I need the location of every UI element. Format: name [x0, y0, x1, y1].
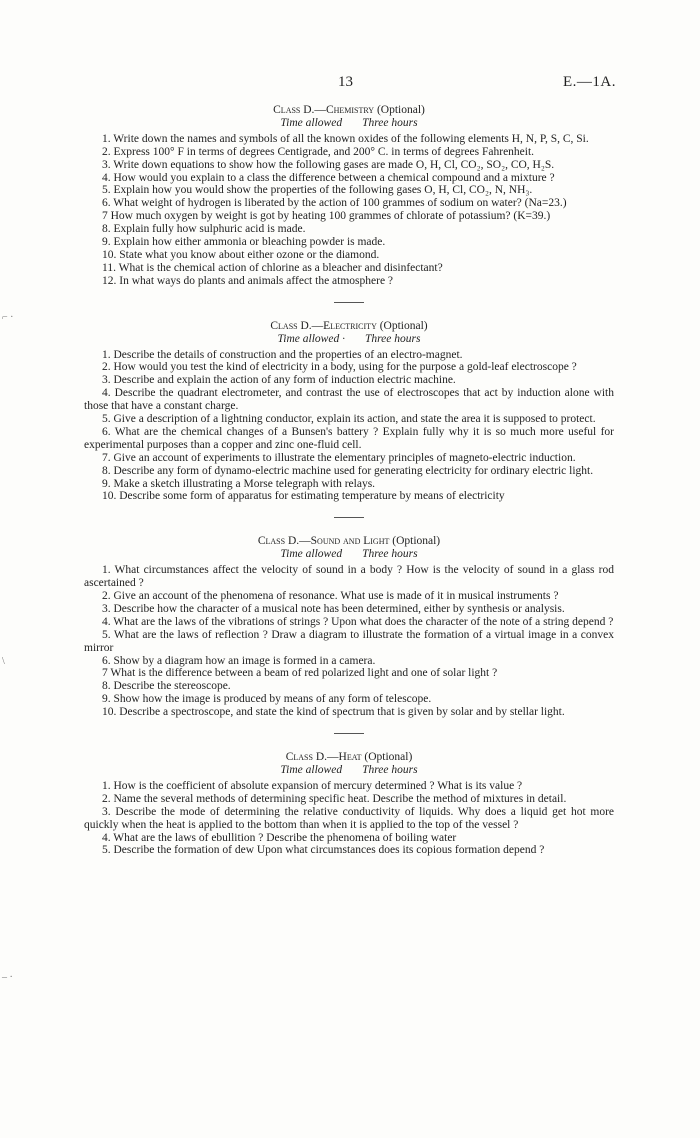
section-title: Class D.—Chemistry (Optional)	[273, 104, 425, 116]
time-allowed: Time allowed Three hours	[280, 763, 418, 776]
question: 2. Name the several methods of determining specific heat. Describe the method of mixtures in detail.	[102, 792, 567, 805]
question: 8. Describe any form of dynamo-electric machine used for generating electricity for ordinary electric light.	[102, 464, 594, 477]
question: 4. How would you explain to a class the difference between a chemical compound and a mixture ?	[102, 171, 555, 184]
question: 7. Give an account of experiments to illustrate the elementary principles of magneto-electric induction.	[102, 451, 576, 464]
question: 6. What weight of hydrogen is liberated by the action of 100 grammes of sodium on water? (Na=23.)	[102, 197, 567, 210]
question: 2. Express 100° F in terms of degrees Centigrade, and 200° C. in terms of degrees Fahrenheit.	[102, 145, 535, 158]
section-title: Class D.—Sound and Light (Optional)	[257, 535, 441, 548]
question-list	[84, 780, 614, 857]
question: 1. What circumstances affect the velocity of sound in a body ? How is the velocity of sound in a glass rod ascertained ?	[84, 564, 614, 590]
section-title: Class D.—Heat (Optional)	[285, 751, 413, 764]
question-list	[84, 564, 614, 719]
question-list	[84, 133, 614, 288]
exam-page	[84, 104, 614, 857]
question: 2. Give an account of the phenomena of resonance. What use is made of it in musical instruments ?	[102, 590, 559, 602]
question: 3. Describe the mode of determining the relative conductivity of liquids. Why does a liquid get hot more quickly when the heat is applied to the bottom than when it is applied to the top of the vessel ?	[84, 805, 614, 831]
section-divider	[334, 302, 364, 303]
question: 7 What is the difference between a beam of red polarized light and one of solar light ?	[102, 667, 498, 680]
question: 1. Describe the details of construction and the properties of an electro-magnet.	[102, 348, 463, 361]
question: 4. What are the laws of the vibrations of strings ? Upon what does the character of the note of a string depend ?	[102, 615, 614, 628]
section-chemistry	[84, 104, 614, 288]
question: 4. Describe the quadrant electrometer, and contrast the use of electroscopes that act by induction alone with those that have a constant charge.	[84, 387, 614, 413]
section-electricity	[84, 320, 614, 504]
question: 1. Write down the names and symbols of all the known oxides of the following elements H, N, P, S, C, Si.	[102, 132, 589, 145]
question: 11. What is the chemical action of chlorine as a bleacher and disinfectant?	[102, 261, 443, 274]
question: 9. Explain how either ammonia or bleaching powder is made.	[102, 236, 386, 249]
question: 5. Describe the formation of dew Upon what circumstances does its copious formation depend ?	[102, 844, 545, 857]
question: 6. What are the chemical changes of a Bunsen's battery ? Explain fully why it is so much more useful for experimental purposes than a copper and zinc one-fluid cell.	[84, 425, 614, 451]
question: 3. Describe and explain the action of any form of induction electric machine.	[102, 374, 456, 387]
section-heat	[84, 751, 614, 857]
question: 10. State what you know about either ozone or the diamond.	[102, 248, 380, 261]
question: 3. Write down equations to show how the following gases are made O, H, Cl, CO₂, SO₂, CO, H₂S.	[102, 158, 555, 171]
question: 2. How would you test the kind of electricity in a body, using for the purpose a gold-leaf electroscope ?	[102, 361, 577, 374]
question: 12. In what ways do plants and animals affect the atmosphere ?	[102, 274, 394, 287]
question: 10. Describe some form of apparatus for estimating temperature by means of electricity	[102, 490, 505, 503]
question: 3. Describe how the character of a musical note has been determined, either by synthesis or analysis.	[102, 602, 565, 615]
section-sound-and-light	[84, 535, 614, 719]
page-number: 13	[338, 74, 353, 90]
section-divider	[334, 517, 364, 518]
time-allowed: Time allowed · Three hours	[277, 332, 421, 345]
question: 7 How much oxygen by weight is got by heating 100 grammes of chlorate of potassium? (K=39.)	[102, 210, 551, 223]
margin-mark: – ·	[2, 972, 13, 983]
question: 8. Explain fully how sulphuric acid is made.	[102, 223, 306, 236]
question: 10. Describe a spectroscope, and state the kind of spectrum that is given by solar and by stellar light.	[102, 706, 565, 719]
question: 1. How is the coefficient of absolute expansion of mercury determined ? What is its value ?	[102, 779, 523, 792]
margin-mark: \	[2, 656, 5, 667]
question: 6. Show by a diagram how an image is formed in a camera.	[102, 654, 376, 667]
question-list	[84, 349, 614, 504]
section-title: Class D.—Electricity (Optional)	[270, 319, 428, 332]
time-allowed: Time allowed Three hours	[280, 116, 418, 129]
question: 8. Describe the stereoscope.	[102, 680, 231, 693]
margin-mark: ⌐ ·	[2, 312, 14, 323]
section-divider	[334, 733, 364, 734]
question: 5. What are the laws of reflection ? Draw a diagram to illustrate the formation of a virtual image in a convex mirror	[84, 628, 614, 654]
document-code: E.—1A.	[563, 74, 616, 90]
question: 5. Give a description of a lightning conductor, explain its action, and state the area it is supposed to protect.	[102, 413, 596, 426]
time-allowed: Time allowed Three hours	[280, 548, 418, 561]
question: 4. What are the laws of ebullition ? Describe the phenomena of boiling water	[102, 831, 457, 844]
question: 9. Show how the image is produced by means of any form of telescope.	[102, 693, 432, 706]
question: 9. Make a sketch illustrating a Morse telegraph with relays.	[102, 477, 376, 490]
question: 5. Explain how you would show the properties of the following gases O, H, Cl, CO₂, N, NH₃.	[102, 184, 533, 197]
